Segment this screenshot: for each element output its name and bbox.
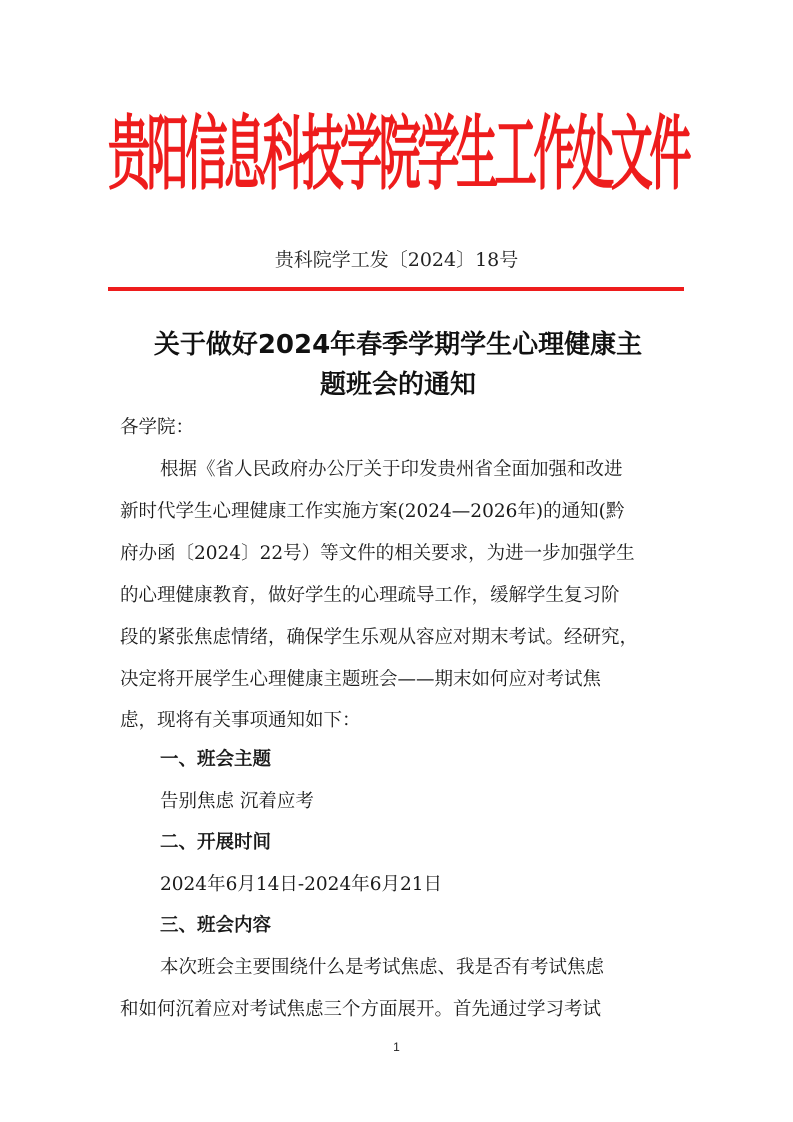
page-number: 1 bbox=[393, 1040, 400, 1054]
document-number: 贵科院学工发〔2024〕18号 bbox=[274, 249, 519, 271]
section-heading-content: 三、班会内容 bbox=[160, 915, 272, 936]
paragraph-line: 的心理健康教育，做好学生的心理疏导工作，缓解学生复习阶 bbox=[120, 585, 620, 606]
paragraph-line: 段的紧张焦虑情绪，确保学生乐观从容应对期末考试。经研究， bbox=[120, 627, 639, 648]
section-heading-theme: 一、班会主题 bbox=[160, 749, 272, 770]
paragraph-line: 虑，现将有关事项通知如下： bbox=[120, 710, 361, 731]
paragraph-line: 根据《省人民政府办公厅关于印发贵州省全面加强和改进 bbox=[160, 459, 623, 480]
paragraph-line: 新时代学生心理健康工作实施方案(2024—2026年)的通知(黔 bbox=[120, 501, 625, 522]
section-heading-time: 二、开展时间 bbox=[160, 832, 272, 853]
paragraph-line: 决定将开展学生心理健康主题班会——期末如何应对考试焦 bbox=[120, 669, 602, 690]
section-text-theme: 告别焦虑 沉着应考 bbox=[160, 791, 314, 812]
paragraph-line: 府办函〔2024〕22号）等文件的相关要求，为进一步加强学生 bbox=[120, 543, 635, 564]
paragraph-line: 和如何沉着应对考试焦虑三个方面展开。首先通过学习考试 bbox=[120, 999, 602, 1020]
section-text-time: 2024年6月14日-2024年6月21日 bbox=[160, 874, 443, 895]
salutation: 各学院： bbox=[120, 417, 195, 438]
notice-title-line-2: 题班会的通知 bbox=[319, 370, 476, 400]
red-divider bbox=[108, 287, 684, 291]
masthead-title: 贵阳信息科技学院学生工作处文件 bbox=[108, 107, 688, 203]
notice-title-line-1: 关于做好2024年春季学期学生心理健康主 bbox=[153, 330, 643, 360]
notice-title bbox=[108, 325, 688, 405]
paragraph-line: 本次班会主要围绕什么是考试焦虑、我是否有考试焦虑 bbox=[160, 957, 605, 978]
